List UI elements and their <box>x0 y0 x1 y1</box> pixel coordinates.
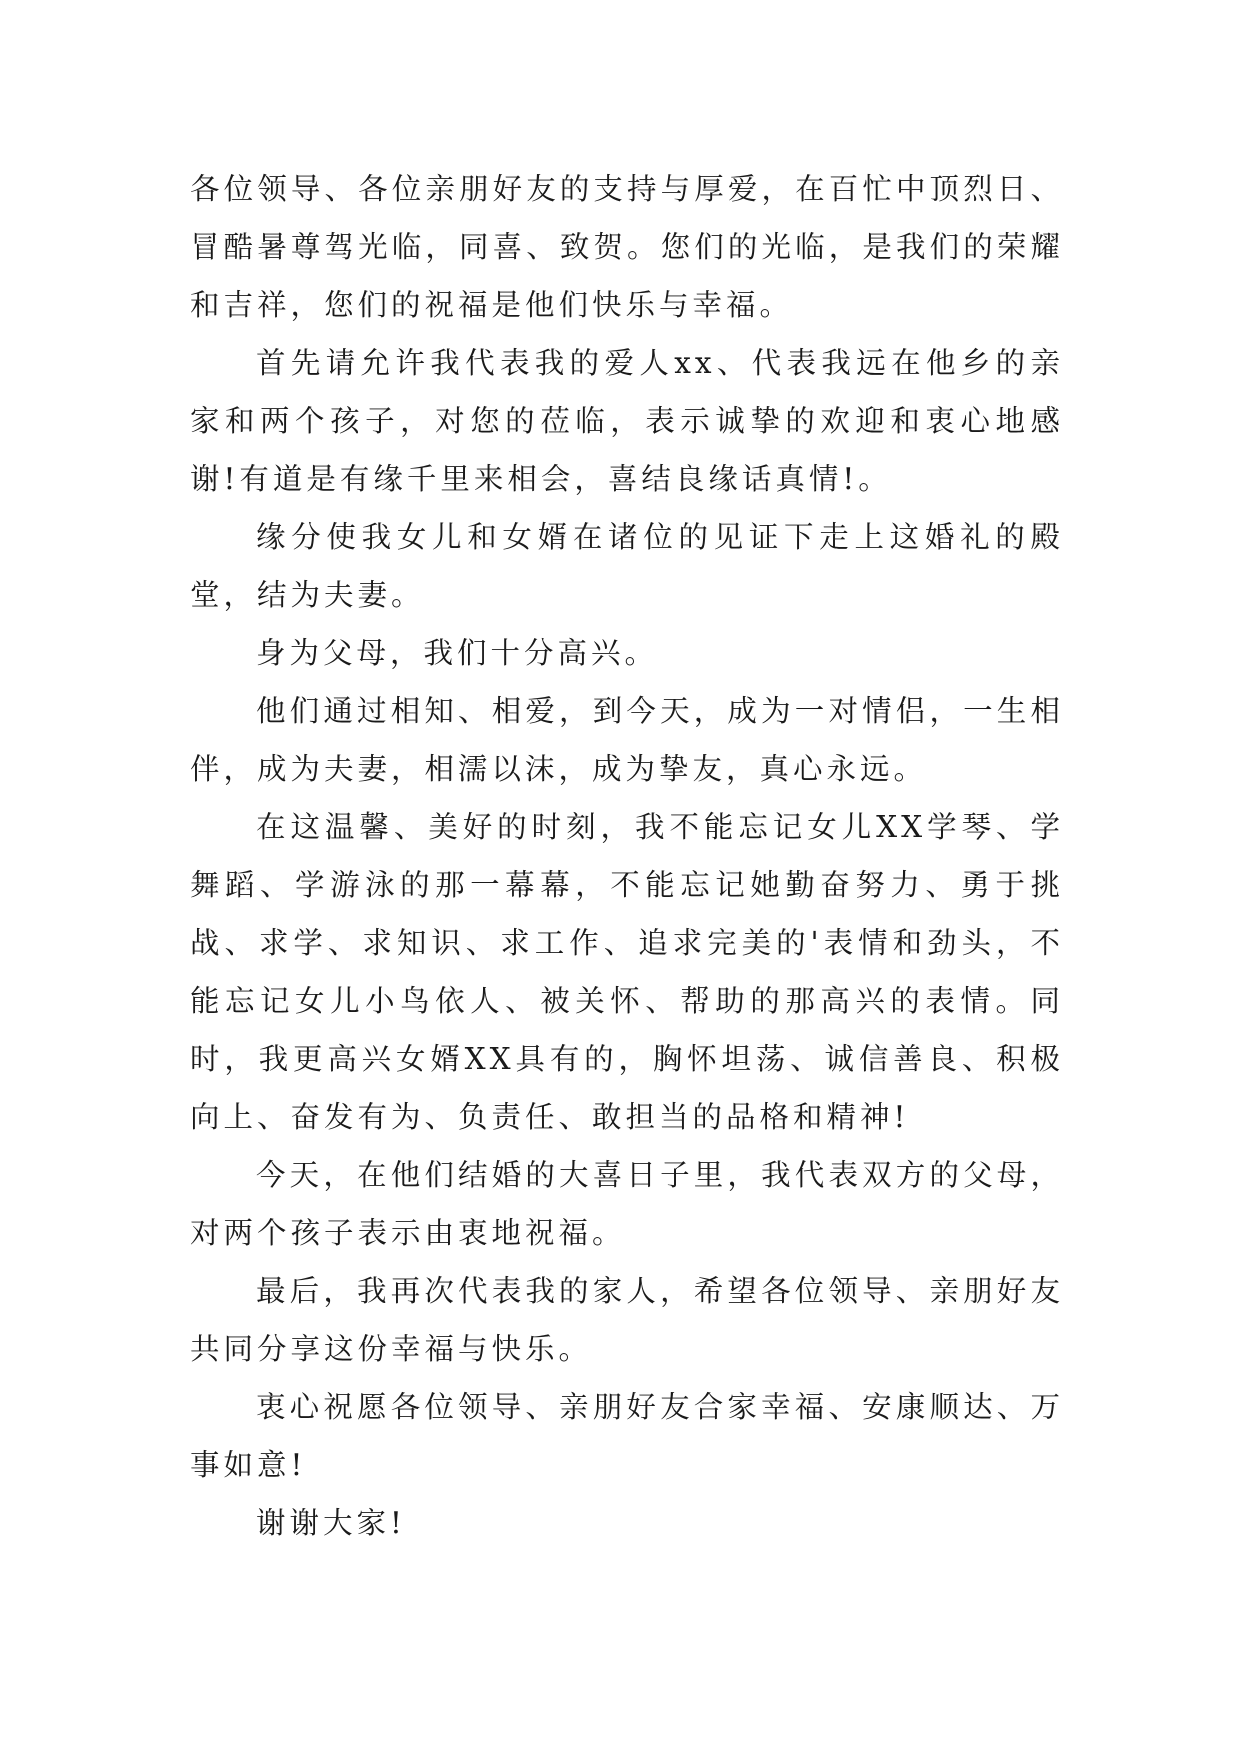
paragraph-3: 缘分使我女儿和女婿在诸位的见证下走上这婚礼的殿堂，结为夫妻。 <box>190 520 1064 612</box>
paragraph-8: 最后，我再次代表我的家人，希望各位领导、亲朋好友共同分享这份幸福与快乐。 <box>190 1274 1064 1366</box>
paragraph-1: 各位领导、各位亲朋好友的支持与厚爱，在百忙中顶烈日、冒酷暑尊驾光临，同喜、致贺。您们的光临，是我们的荣耀和吉祥，您们的祝福是他们快乐与幸福。 <box>190 172 1064 322</box>
paragraph-6: 在这温馨、美好的时刻，我不能忘记女儿XX学琴、学舞蹈、学游泳的那一幕幕，不能忘记她勤奋努力、勇于挑战、求学、求知识、求工作、追求完美的'表情和劲头，不能忘记女儿小鸟依人、被关怀、帮助的那高兴的表情。同时，我更高兴女婿XX具有的，胸怀坦荡、诚信善良、积极向上、奋发有为、负责任、敢担当的品格和精神! <box>190 810 1064 1134</box>
paragraph-7: 今天，在他们结婚的大喜日子里，我代表双方的父母，对两个孩子表示由衷地祝福。 <box>190 1158 1064 1250</box>
paragraph-4: 身为父母，我们十分高兴。 <box>256 636 659 670</box>
paragraph-5: 他们通过相知、相爱，到今天，成为一对情侣，一生相伴，成为夫妻，相濡以沫，成为挚友，真心永远。 <box>190 694 1064 786</box>
paragraph-2: 首先请允许我代表我的爱人xx、代表我远在他乡的亲家和两个孩子，对您的莅临，表示诚挚的欢迎和衷心地感谢!有道是有缘千里来相会，喜结良缘话真情!。 <box>190 346 1064 496</box>
document-body <box>190 160 1064 1552</box>
paragraph-9: 衷心祝愿各位领导、亲朋好友合家幸福、安康顺达、万事如意! <box>190 1390 1064 1482</box>
paragraph-10: 谢谢大家! <box>256 1506 406 1540</box>
